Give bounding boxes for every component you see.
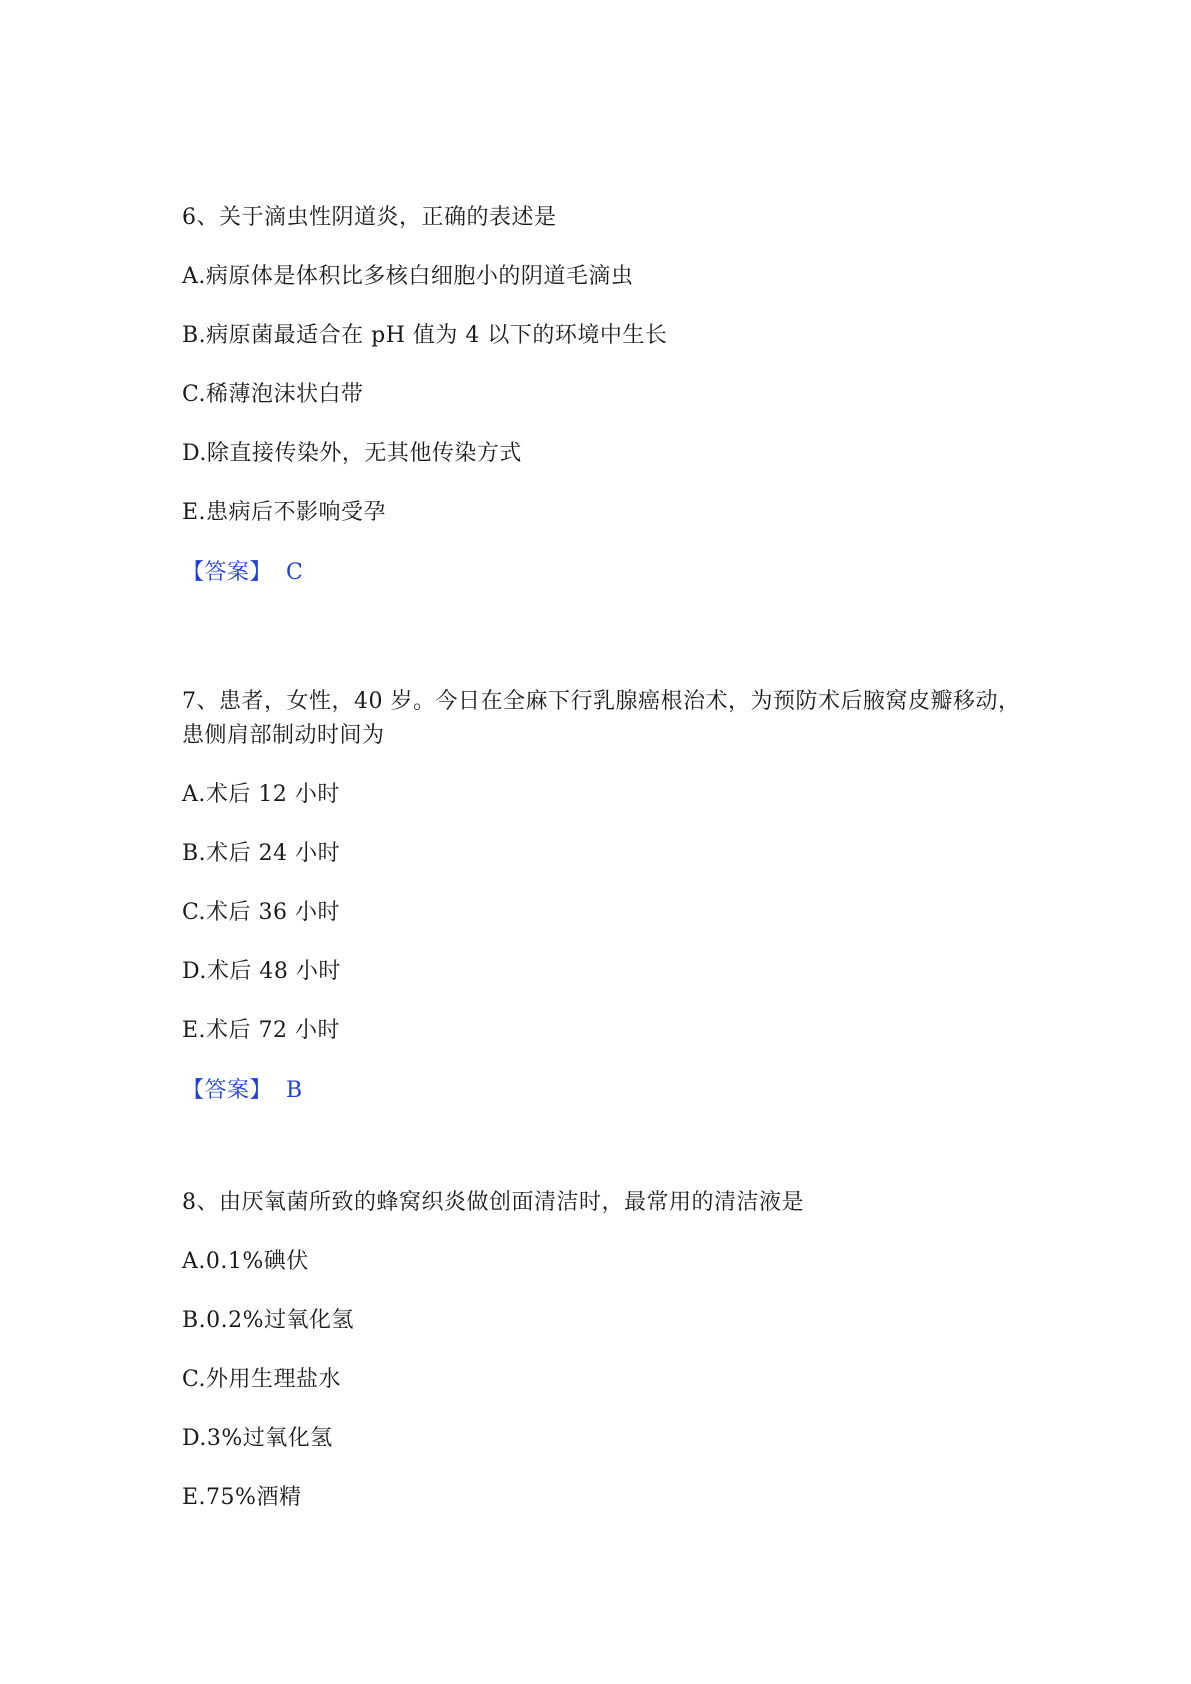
question-7	[182, 685, 1042, 1108]
answer-value: C	[286, 560, 304, 585]
option-c: C.术后 36 小时	[182, 900, 341, 925]
option-list	[182, 778, 1042, 1048]
option-a: A.病原体是体积比多核白细胞小的阴道毛滴虫	[182, 264, 634, 289]
option-b: B.0.2%过氧化氢	[182, 1308, 355, 1333]
option-c: C.稀薄泡沫状白带	[182, 382, 364, 407]
answer-row	[182, 556, 1042, 590]
question-stem: 7、患者，女性，40 岁。今日在全麻下行乳腺癌根治术，为预防术后腋窝皮瓣移动，患侧肩部制动时间为	[182, 689, 1021, 748]
option-e: E.75%酒精	[182, 1485, 302, 1510]
option-list	[182, 260, 1042, 530]
option-c: C.外用生理盐水	[182, 1367, 342, 1392]
answer-label: 【答案】	[182, 560, 273, 585]
option-d: D.除直接传染外，无其他传染方式	[182, 441, 522, 466]
answer-value: B	[286, 1078, 303, 1103]
question-6	[182, 201, 1042, 590]
question-stem: 8、由厌氧菌所致的蜂窝织炎做创面清洁时，最常用的清洁液是	[182, 1190, 804, 1215]
option-d: D.3%过氧化氢	[182, 1426, 333, 1451]
option-d: D.术后 48 小时	[182, 959, 341, 984]
option-a: A.术后 12 小时	[182, 782, 340, 807]
answer-row	[182, 1074, 1042, 1108]
question-stem: 6、关于滴虫性阴道炎，正确的表述是	[182, 205, 557, 230]
question-8	[182, 1186, 1042, 1515]
option-e: E.术后 72 小时	[182, 1018, 341, 1043]
answer-label: 【答案】	[182, 1078, 273, 1103]
option-a: A.0.1%碘伏	[182, 1249, 309, 1274]
option-e: E.患病后不影响受孕	[182, 500, 387, 525]
option-list	[182, 1245, 1042, 1515]
option-b: B.病原菌最适合在 pH 值为 4 以下的环境中生长	[182, 323, 668, 348]
option-b: B.术后 24 小时	[182, 841, 341, 866]
